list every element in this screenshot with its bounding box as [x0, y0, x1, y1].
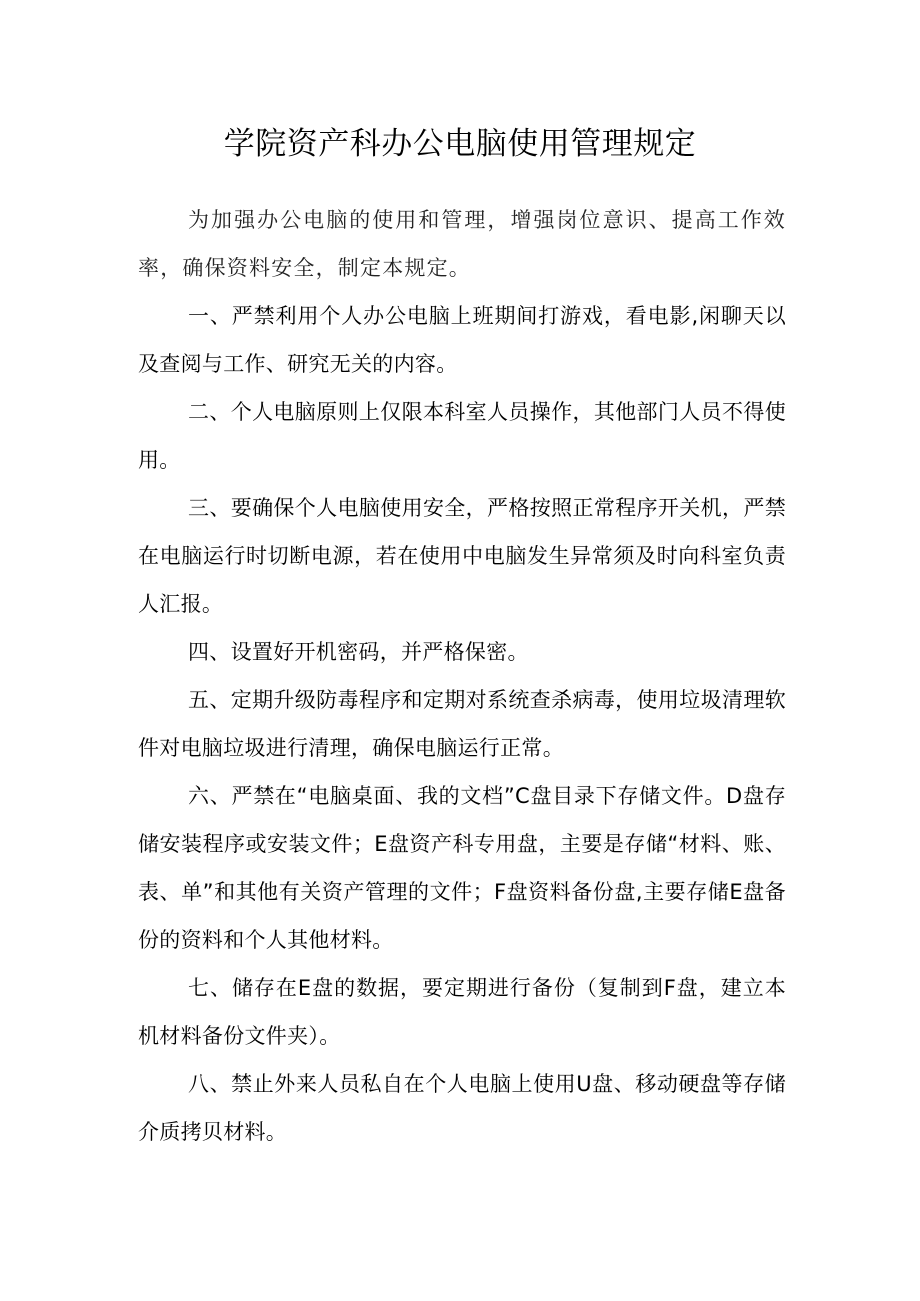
rule-item-3: 三、要确保个人电脑使用安全，严格按照正常程序开关机，严禁在电脑运行时切断电源，若在使用中电脑发生异常须及时向科室负责人汇报。 [138, 496, 786, 616]
intro-paragraph: 为加强办公电脑的使用和管理，增强岗位意识、提高工作效率，确保资料安全，制定本规定。 [138, 208, 786, 280]
rule-item-4: 四、设置好开机密码，并严格保密。 [188, 640, 529, 664]
rule-item-7: 七、储存在E盘的数据，要定期进行备份（复制到F盘，建立本机材料备份文件夹）。 [138, 976, 786, 1048]
rule-item-2: 二、个人电脑原则上仅限本科室人员操作，其他部门人员不得使用。 [138, 400, 786, 472]
rule-item-6: 六、严禁在“电脑桌面、我的文档”C盘目录下存储文件。D盘存储安装程序或安装文件；E盘资产科专用盘，主要是存储“材料、账、表、单”和其他有关资产管理的文件；F盘资料备份盘,主要存储E盘备份的资料和个人其他材料。 [138, 784, 786, 952]
rule-item-5: 五、定期升级防毒程序和定期对系统查杀病毒，使用垃圾清理软件对电脑垃圾进行清理，确保电脑运行正常。 [138, 688, 786, 760]
rule-item-1: 一、严禁利用个人办公电脑上班期间打游戏，看电影,闲聊天以及查阅与工作、研究无关的内容。 [138, 304, 786, 376]
rule-item-8: 八、禁止外来人员私自在个人电脑上使用U盘、移动硬盘等存储介质拷贝材料。 [138, 1072, 786, 1144]
document-title: 学院资产科办公电脑使用管理规定 [223, 126, 697, 162]
document-body [138, 196, 786, 1156]
